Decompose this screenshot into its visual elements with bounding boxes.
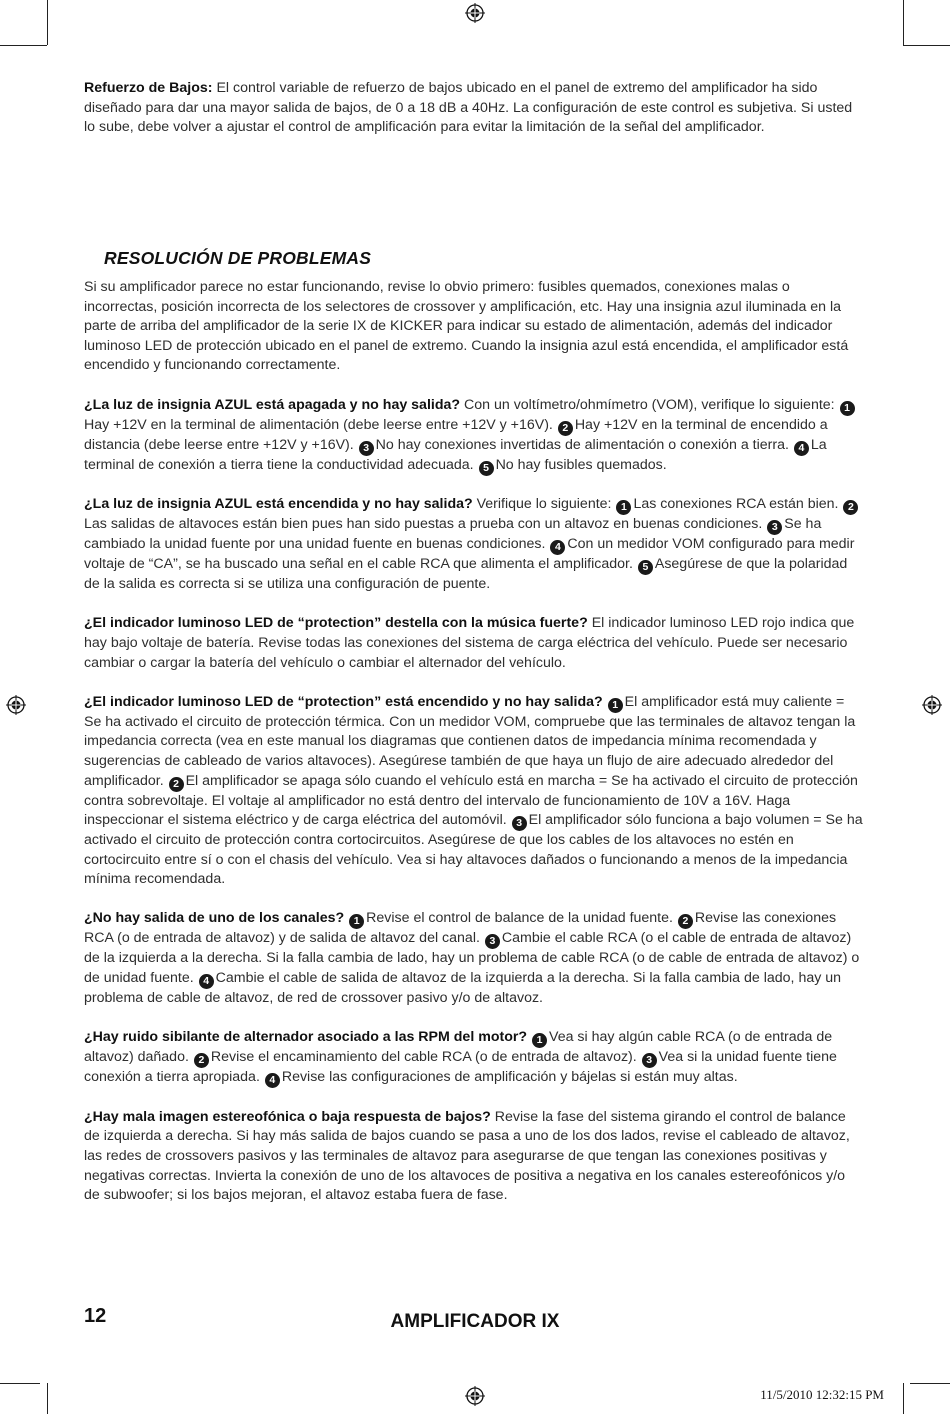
q4-question: ¿El indicador luminoso LED de “protection” está encendido y no hay salida?	[84, 693, 603, 710]
number-badge: 2	[678, 914, 693, 929]
registration-mark-icon	[6, 695, 26, 715]
registration-mark-icon	[465, 3, 485, 23]
q7-paragraph: ¿Hay mala imagen estereofónica o baja respuesta de bajos? Revise la fase del sistema girando el control de balance de izquierda a derecha. Si hay más salida de bajos cuando se pasa a uno de los dos lados, revise el cableado de altavoz, las redes de crossovers pasivos y las terminales de altavoz para asegurarse de que tengan las conexiones positivas y negativas correctas. Invierta la conexión de uno de los altavoces de positiva a negativa en los canales estereofónicos y/o de subwoofer; si los bajos mejoran, el altavoz estaba fuera de fase.	[84, 1108, 850, 1204]
number-badge: 4	[199, 974, 214, 989]
number-badge: 1	[616, 500, 631, 515]
q4-paragraph: ¿El indicador luminoso LED de “protection” está encendido y no hay salida? 1 El amplificador está muy caliente = Se ha activado el circuito de protección térmica. Con un medidor VOM, compruebe que las terminales de altavoz tengan la impedancia correcta (vea en este manual los diagramas que contienen datos de impedancia mínima recomendada y sugerencias de cableado de varios altavoces). Asegúrese también de que haya un flujo de aire adecuado alrededor del amplificador. 2 El amplificador se apaga sólo cuando el vehículo está en marcha = Se ha activado el circuito de protección contra sobrevoltaje. El voltaje al amplificador no está dentro del intervalo de funcionamiento de 10V a 16V. Haga inspeccionar el sistema eléctrico y de carga eléctrica del automóvil. 3 El amplificador sólo funciona a bajo volumen = Se ha activado el circuito de protección contra cortocircuitos. Asegúrese de que los cables de los altavoces no estén en cortocircuito entre sí o con el chasis del vehículo. Vea si hay altavoces dañados o funcionando a menos de la impedancia mínima recomendada.	[84, 693, 863, 888]
intro-block	[84, 79, 864, 138]
crop-mark	[903, 1383, 904, 1414]
number-badge: 2	[558, 421, 573, 436]
number-badge: 4	[794, 441, 809, 456]
number-badge: 4	[265, 1073, 280, 1088]
number-badge: 5	[479, 461, 494, 476]
section-heading-block	[104, 248, 884, 269]
number-badge: 1	[349, 914, 364, 929]
q3-paragraph: ¿El indicador luminoso LED de “protection” destella con la música fuerte? El indicador luminoso LED rojo indica que hay bajo voltaje de batería. Revise todas las conexiones del sistema de carga eléctrica del vehículo. Puede ser necesario cambiar o cargar la batería del vehículo o cambiar el alternador del vehículo.	[84, 615, 855, 671]
q2-paragraph: ¿La luz de insignia AZUL está encendida y no hay salida? Verifique lo siguiente: 1 Las conexiones RCA están bien. 2Las salidas de altavoces están bien pues han sido puestas a prueba con un altavoz en buenas condiciones. 3 Se ha cambiado la unidad fuente por una unidad fuente en buenas condiciones. 4 Con un medidor VOM configurado para medir voltaje de “CA”, se ha buscado una señal en el cable RCA que alimenta el amplificador. 5 Asegúrese de que la polaridad de la salida es correcta si se utiliza una configuración de puente.	[84, 495, 864, 595]
crop-mark	[0, 45, 47, 46]
number-badge: 1	[532, 1033, 547, 1048]
number-badge: 3	[485, 934, 500, 949]
q5-paragraph: ¿No hay salida de uno de los canales? 1 Revise el control de balance de la unidad fuente. 2 Revise las conexiones RCA (o de entrada de altavoz) y de salida de altavoz del canal. 3 Cambie el cable RCA (o el cable de entrada de altavoz) de la izquierda a la derecha. Si la falla cambia de lado, hay un problema de cable RCA (o de cable de entrada de altavoz) o de unidad fuente. 4 Cambie el cable de salida de altavoz de la izquierda a la derecha. Si la falla cambia de lado, hay un problema de cable de altavoz, de red de crossover pasivo y/o de altavoz.	[84, 910, 860, 1007]
number-badge: 3	[512, 816, 527, 831]
registration-mark-icon	[465, 1386, 485, 1406]
section-title: RESOLUCIÓN DE PROBLEMAS	[104, 248, 372, 268]
number-badge: 2	[194, 1053, 209, 1068]
intro-lead: Refuerzo de Bajos:	[84, 80, 213, 96]
intro-text: El control variable de refuerzo de bajos ubicado en el panel de extremo del amplificador ha sido diseñado para dar una mayor salida de bajos, de 0 a 18 dB a 40Hz. La configuración de este control es subjetiva. Si usted lo sube, debe volver a ajustar el control de amplificación para evitar la limitación de la señal del amplificador.	[84, 80, 853, 136]
number-badge: 3	[359, 441, 374, 456]
q1-paragraph: ¿La luz de insignia AZUL está apagada y no hay salida? Con un voltímetro/ohmímetro (VOM), verifique lo siguiente: 1Hay +12V en la terminal de alimentación (debe leerse entre +12V y +16V). 2 Hay +12V en la terminal de encendido a distancia (debe leerse entre +12V y +16V). 3 No hay conexiones invertidas de alimentación o conexión a tierra. 4 La terminal de conexión a tierra tiene la conductividad adecuada. 5 No hay fusibles quemados.	[84, 396, 864, 476]
number-badge: 3	[767, 520, 782, 535]
page-number: 12	[84, 1305, 107, 1327]
intro-paragraph	[84, 79, 864, 138]
print-timestamp: 11/5/2010 12:32:15 PM	[760, 1387, 884, 1402]
q2-question: ¿La luz de insignia AZUL está encendida y no hay salida?	[84, 496, 473, 513]
number-badge: 2	[843, 500, 858, 515]
number-badge: 4	[550, 540, 565, 555]
crop-mark	[47, 1383, 48, 1414]
troubleshooting-body	[84, 278, 864, 1206]
number-badge: 5	[638, 560, 653, 575]
crop-mark	[0, 1383, 40, 1384]
section-intro: Si su amplificador parece no estar funcionando, revise lo obvio primero: fusibles quemados, conexiones malas o incorrectas, posición incorrecta de los selectores de crossover y amplificación, etc. Hay una insignia azul iluminada en la parte de arriba del amplificador de la serie IX de KICKER para indicar su estado de alimentación, además del indicador luminoso LED de protección ubicado en el panel de extremo. Cuando la insignia azul está encendida, el amplificador está encendido y funcionando correctamente.	[84, 279, 849, 374]
q3-question: ¿El indicador luminoso LED de “protection” destella con la música fuerte?	[84, 615, 588, 632]
crop-mark	[47, 0, 48, 45]
number-badge: 3	[642, 1053, 657, 1068]
q6-question: ¿Hay ruido sibilante de alternador asociado a las RPM del motor?	[84, 1029, 528, 1046]
q6-paragraph: ¿Hay ruido sibilante de alternador asociado a las RPM del motor? 1 Vea si hay algún cable RCA (o de entrada de altavoz) dañado. 2 Revise el encaminamiento del cable RCA (o de entrada de altavoz). 3 Vea si la unidad fuente tiene conexión a tierra apropiada. 4 Revise las configuraciones de amplificación y bájelas si están muy altas.	[84, 1029, 837, 1087]
crop-mark	[903, 0, 904, 45]
crop-mark	[910, 1383, 950, 1384]
registration-mark-icon	[922, 695, 942, 715]
number-badge: 1	[608, 698, 623, 713]
q7-question: ¿Hay mala imagen estereofónica o baja respuesta de bajos?	[84, 1108, 491, 1125]
crop-mark	[903, 45, 950, 46]
q1-question: ¿La luz de insignia AZUL está apagada y no hay salida?	[84, 396, 461, 413]
number-badge: 2	[169, 777, 184, 792]
number-badge: 1	[840, 401, 855, 416]
q5-question: ¿No hay salida de uno de los canales?	[84, 910, 345, 927]
footer-title: AMPLIFICADOR IX	[390, 1311, 560, 1332]
